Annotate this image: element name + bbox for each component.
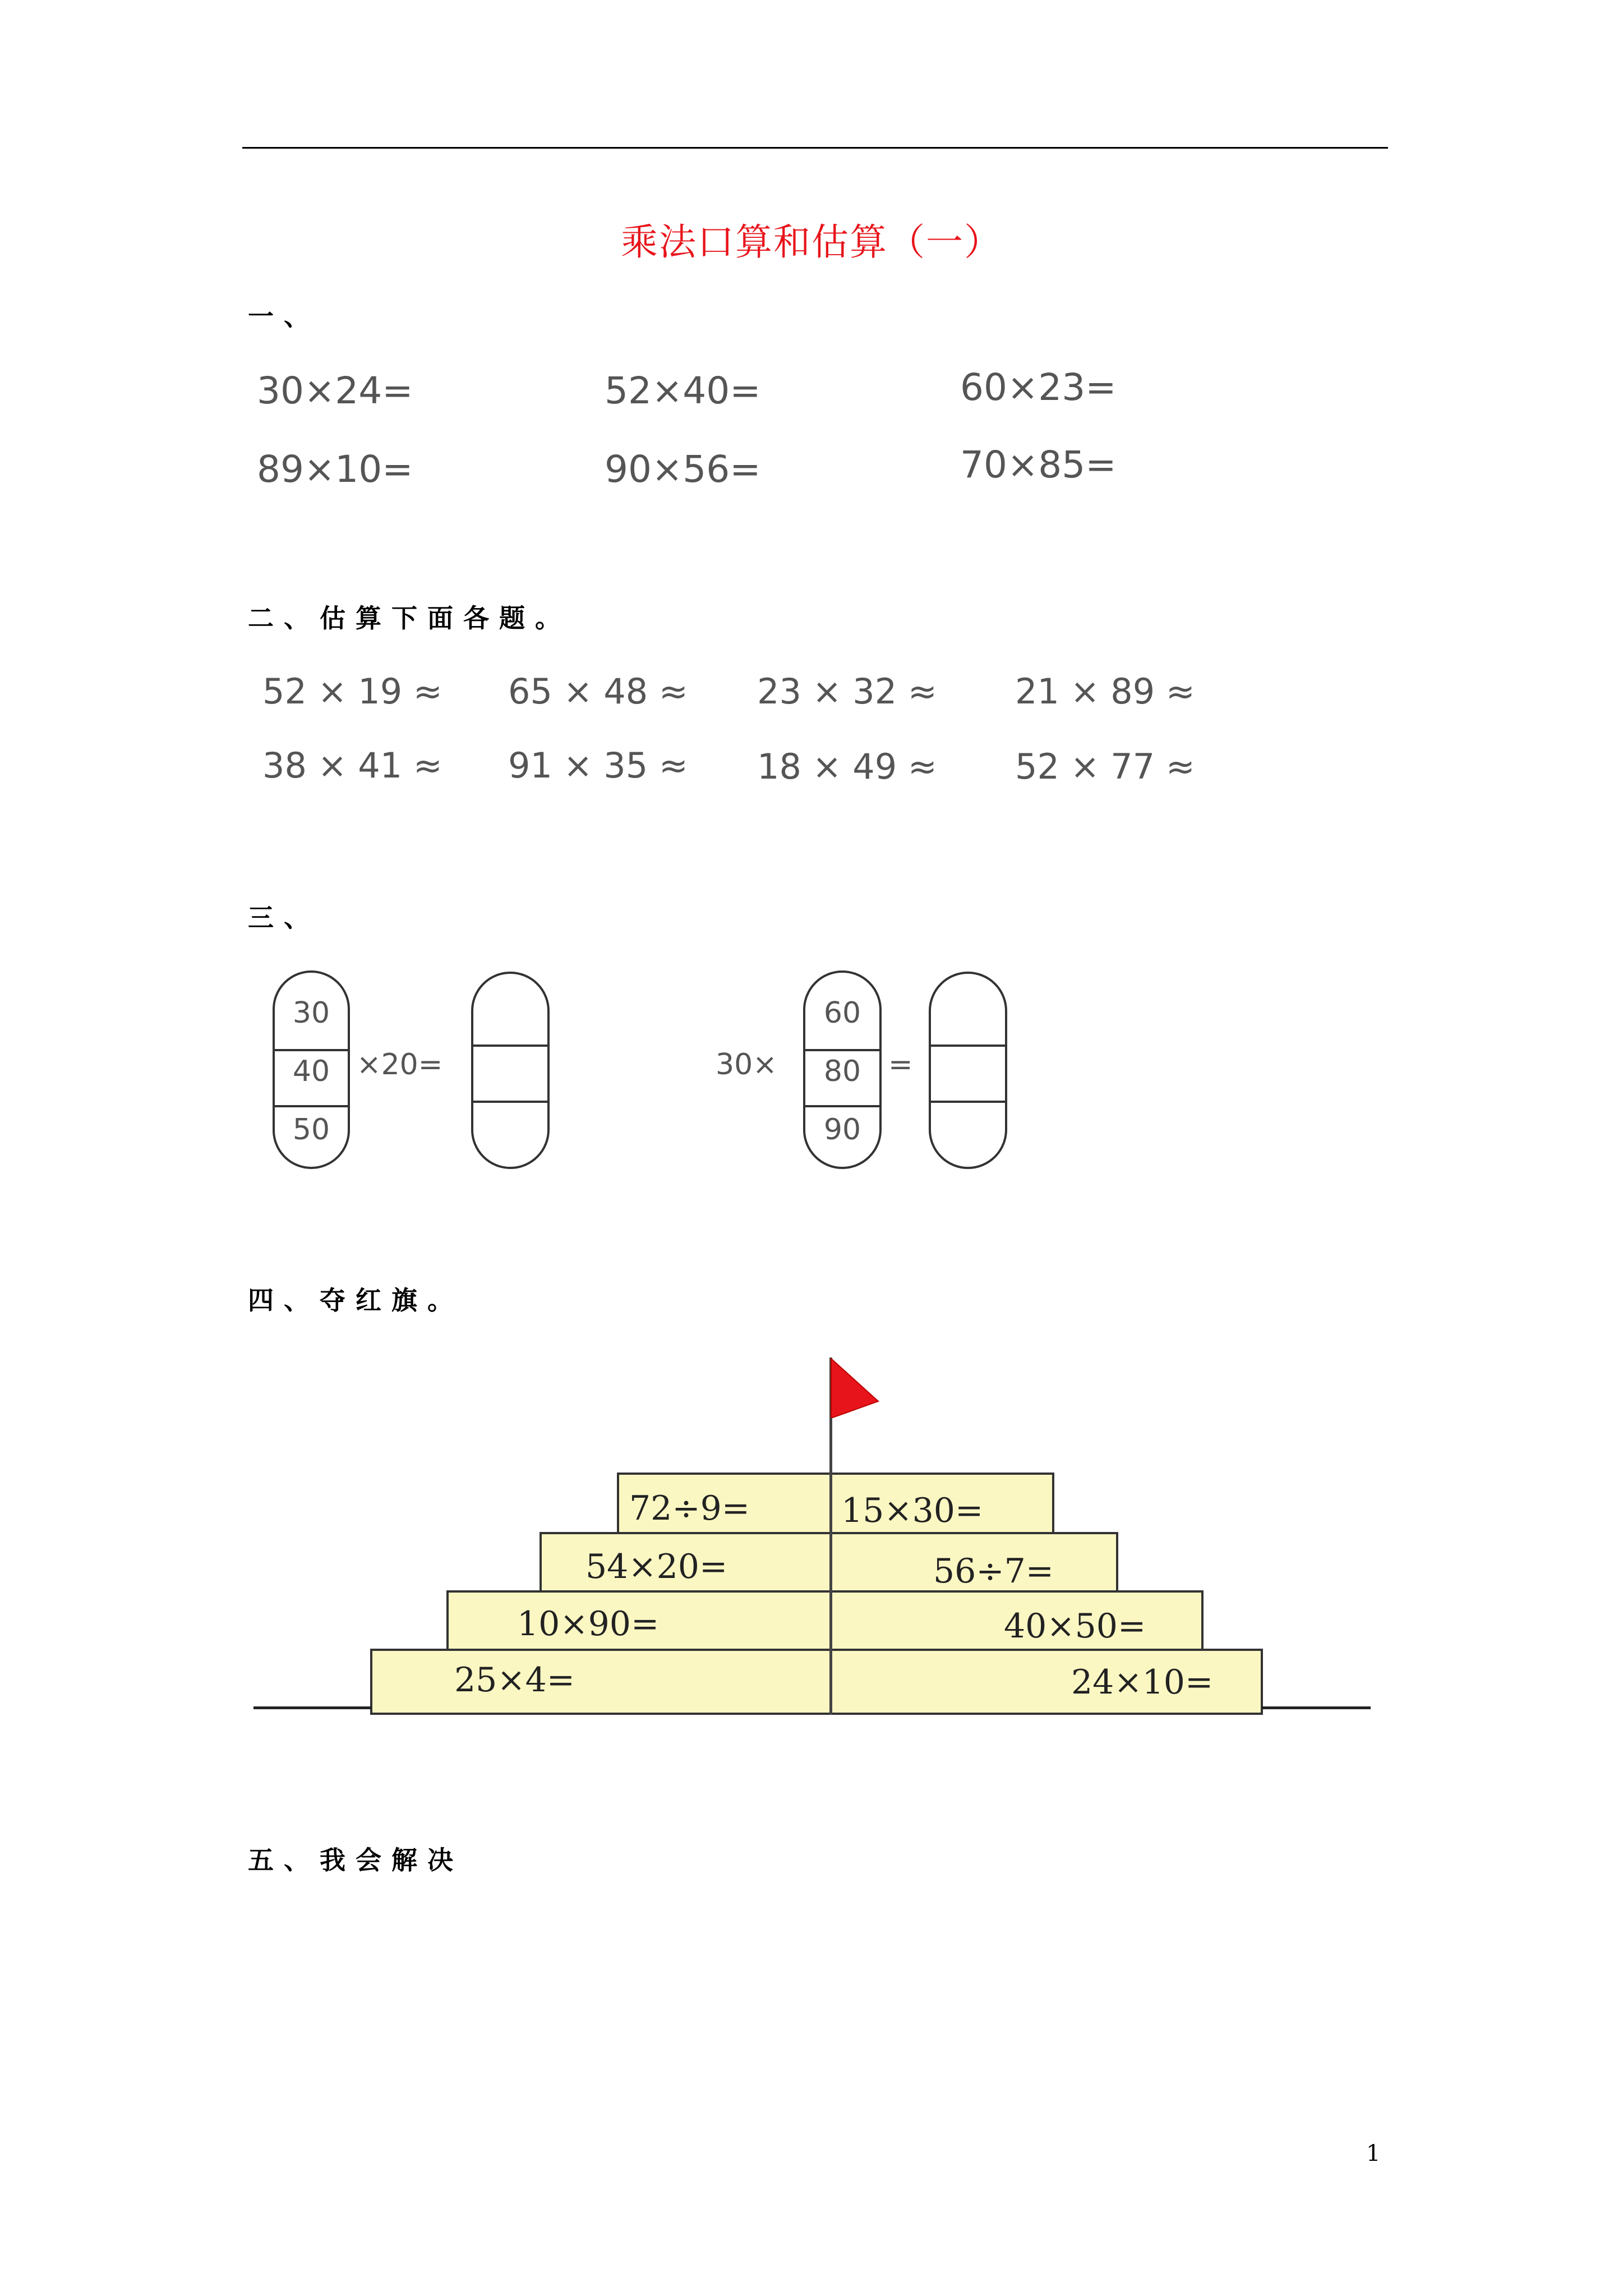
center-divider [829,1473,832,1715]
capsule-operator: ×20= [357,1048,443,1082]
section-1-heading: 一、 [248,301,320,332]
flag-problem: 15×30= [841,1491,984,1530]
section-5-heading: 五、我会解决 [248,1845,463,1875]
capsule-value: 90 [823,1113,861,1147]
section-4-heading: 四、夺红旗。 [248,1285,463,1315]
ground-line-right [1262,1706,1371,1709]
flag-problem: 54×20= [585,1547,728,1586]
header-rule [242,147,1388,149]
estimate-item: 21 × 89 ≈ [1015,671,1195,712]
number-capsule [273,970,350,1169]
flag-problem: 10×90= [517,1604,660,1644]
section-2-heading: 二、估算下面各题。 [248,603,571,633]
estimate-item: 91 × 35 ≈ [508,745,688,786]
capsule-value: 50 [292,1113,330,1147]
page-title: 乘法口算和估算（一） [621,220,1002,264]
capsule-operator: = [888,1048,913,1082]
ground-line-left [253,1706,371,1709]
answer-capsule [929,972,1007,1169]
flag-problem: 72÷9= [629,1489,750,1528]
estimate-item: 52 × 77 ≈ [1015,746,1195,787]
flag-problem: 56÷7= [933,1552,1054,1591]
estimate-item: 52 × 19 ≈ [262,671,442,712]
capsule-value: 40 [292,1055,330,1088]
red-flag-icon [830,1356,880,1418]
oral-calc-item: 70×85= [960,443,1117,486]
capsule-value: 30 [292,996,330,1030]
section-3-heading: 三、 [248,903,320,933]
oral-calc-item: 60×23= [960,366,1117,409]
flag-problem: 24×10= [1071,1663,1214,1702]
flag-problem: 25×4= [454,1660,575,1700]
oral-calc-item: 30×24= [257,369,413,412]
oral-calc-item: 89×10= [257,448,413,491]
capsule-value: 80 [823,1055,861,1088]
oral-calc-item: 90×56= [605,448,761,491]
oral-calc-item: 52×40= [605,369,761,412]
number-capsule [803,970,882,1169]
estimate-item: 23 × 32 ≈ [757,671,937,712]
estimate-item: 38 × 41 ≈ [262,745,442,786]
page-number: 1 [1366,2141,1381,2166]
capsule-prefix: 30× [716,1048,777,1082]
flag-problem: 40×50= [1004,1607,1146,1646]
answer-capsule [471,972,550,1169]
capsule-value: 60 [823,996,861,1030]
estimate-item: 65 × 48 ≈ [508,671,688,712]
estimate-item: 18 × 49 ≈ [757,746,937,787]
